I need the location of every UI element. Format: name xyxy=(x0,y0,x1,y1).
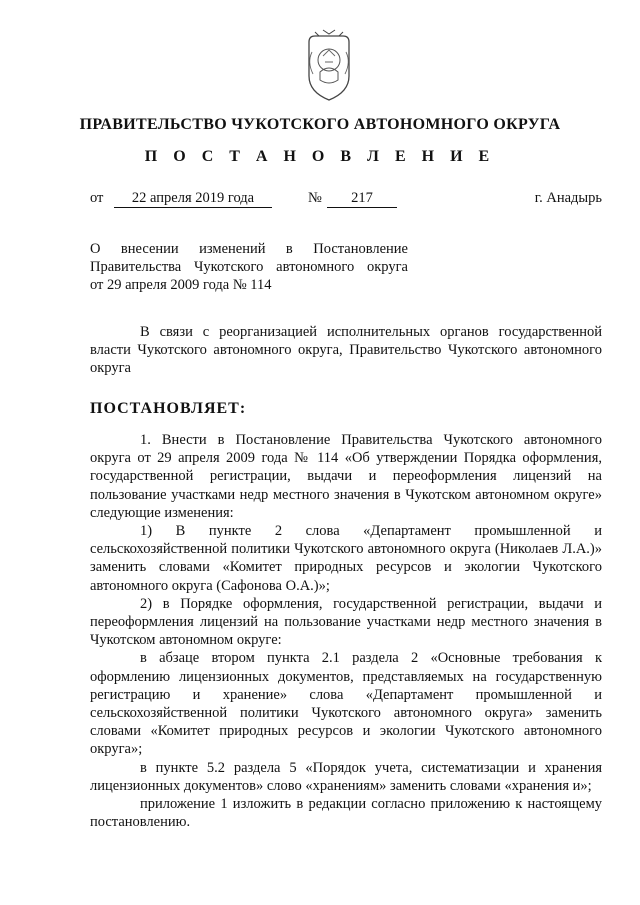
body-paragraph: в абзаце втором пункта 2.1 раздела 2 «Основные требования к оформлению лицензионных документов, представляемых на государственную регистрацию и хранение» слова «Департамент промышленной и сельскохозяйственной политики Чукотского автономного округа» заменить словами «Комитет природных ресурсов и экологии Чукотского автономного округа»; xyxy=(90,650,602,758)
number-label: № xyxy=(308,190,322,206)
body-paragraph: приложение 1 изложить в редакции согласно приложению к настоящему постановлению. xyxy=(90,796,602,831)
body-paragraph: 1) В пункте 2 слова «Департамент промышленной и сельскохозяйственной политики Чукотского автономного округа (Николаев Л.А.)» заменить словами «Комитет природных ресурсов и экологии Чукотского автономного округа (Сафонова О.А.)»; xyxy=(90,523,602,594)
resolve-heading: ПОСТАНОВЛЯЕТ: xyxy=(90,400,247,417)
government-title: ПРАВИТЕЛЬСТВО ЧУКОТСКОГО АВТОНОМНОГО ОКРУГА xyxy=(79,116,561,133)
document-type-title: П О С Т А Н О В Л Е Н И Е xyxy=(144,148,496,165)
subject-line: О внесении изменений в Постановление xyxy=(90,241,408,257)
decree-subject xyxy=(90,240,408,294)
decree-number: 217 xyxy=(327,190,397,208)
preamble-text: В связи с реорганизацией исполнительных органов государственной власти Чукотского автономного округа, Правительство Чукотского автономного округа xyxy=(90,324,602,376)
subject-line: Правительства Чукотского автономного округа xyxy=(90,259,408,275)
decree-date: 22 апреля 2019 года xyxy=(114,190,272,208)
body-paragraph: в пункте 5.2 раздела 5 «Порядок учета, систематизации и хранения лицензионных документов» слово «хранениям» заменить словами «хранения и»; xyxy=(90,759,602,794)
city: г. Анадырь xyxy=(534,190,602,206)
decree-meta-row xyxy=(90,190,602,210)
body-paragraph: 1. Внести в Постановление Правительства Чукотского автономного округа от 29 апреля 2009 года № 114 «Об утверждении Порядка оформления, государственной регистрации, выдачи и переоформления лицензий на пользование участками недр местного значения в Чукотском автономном округе» следующие изменения: xyxy=(90,432,602,521)
coat-of-arms-emblem xyxy=(303,28,355,102)
from-label: от xyxy=(90,190,104,206)
decree-body xyxy=(90,431,602,831)
subject-line: от 29 апреля 2009 года № 114 xyxy=(90,277,272,293)
body-paragraph: 2) в Порядке оформления, государственной регистрации, выдачи и переоформления лицензий на пользование участками недр местного значения в Чукотском автономном округе: xyxy=(90,595,602,649)
